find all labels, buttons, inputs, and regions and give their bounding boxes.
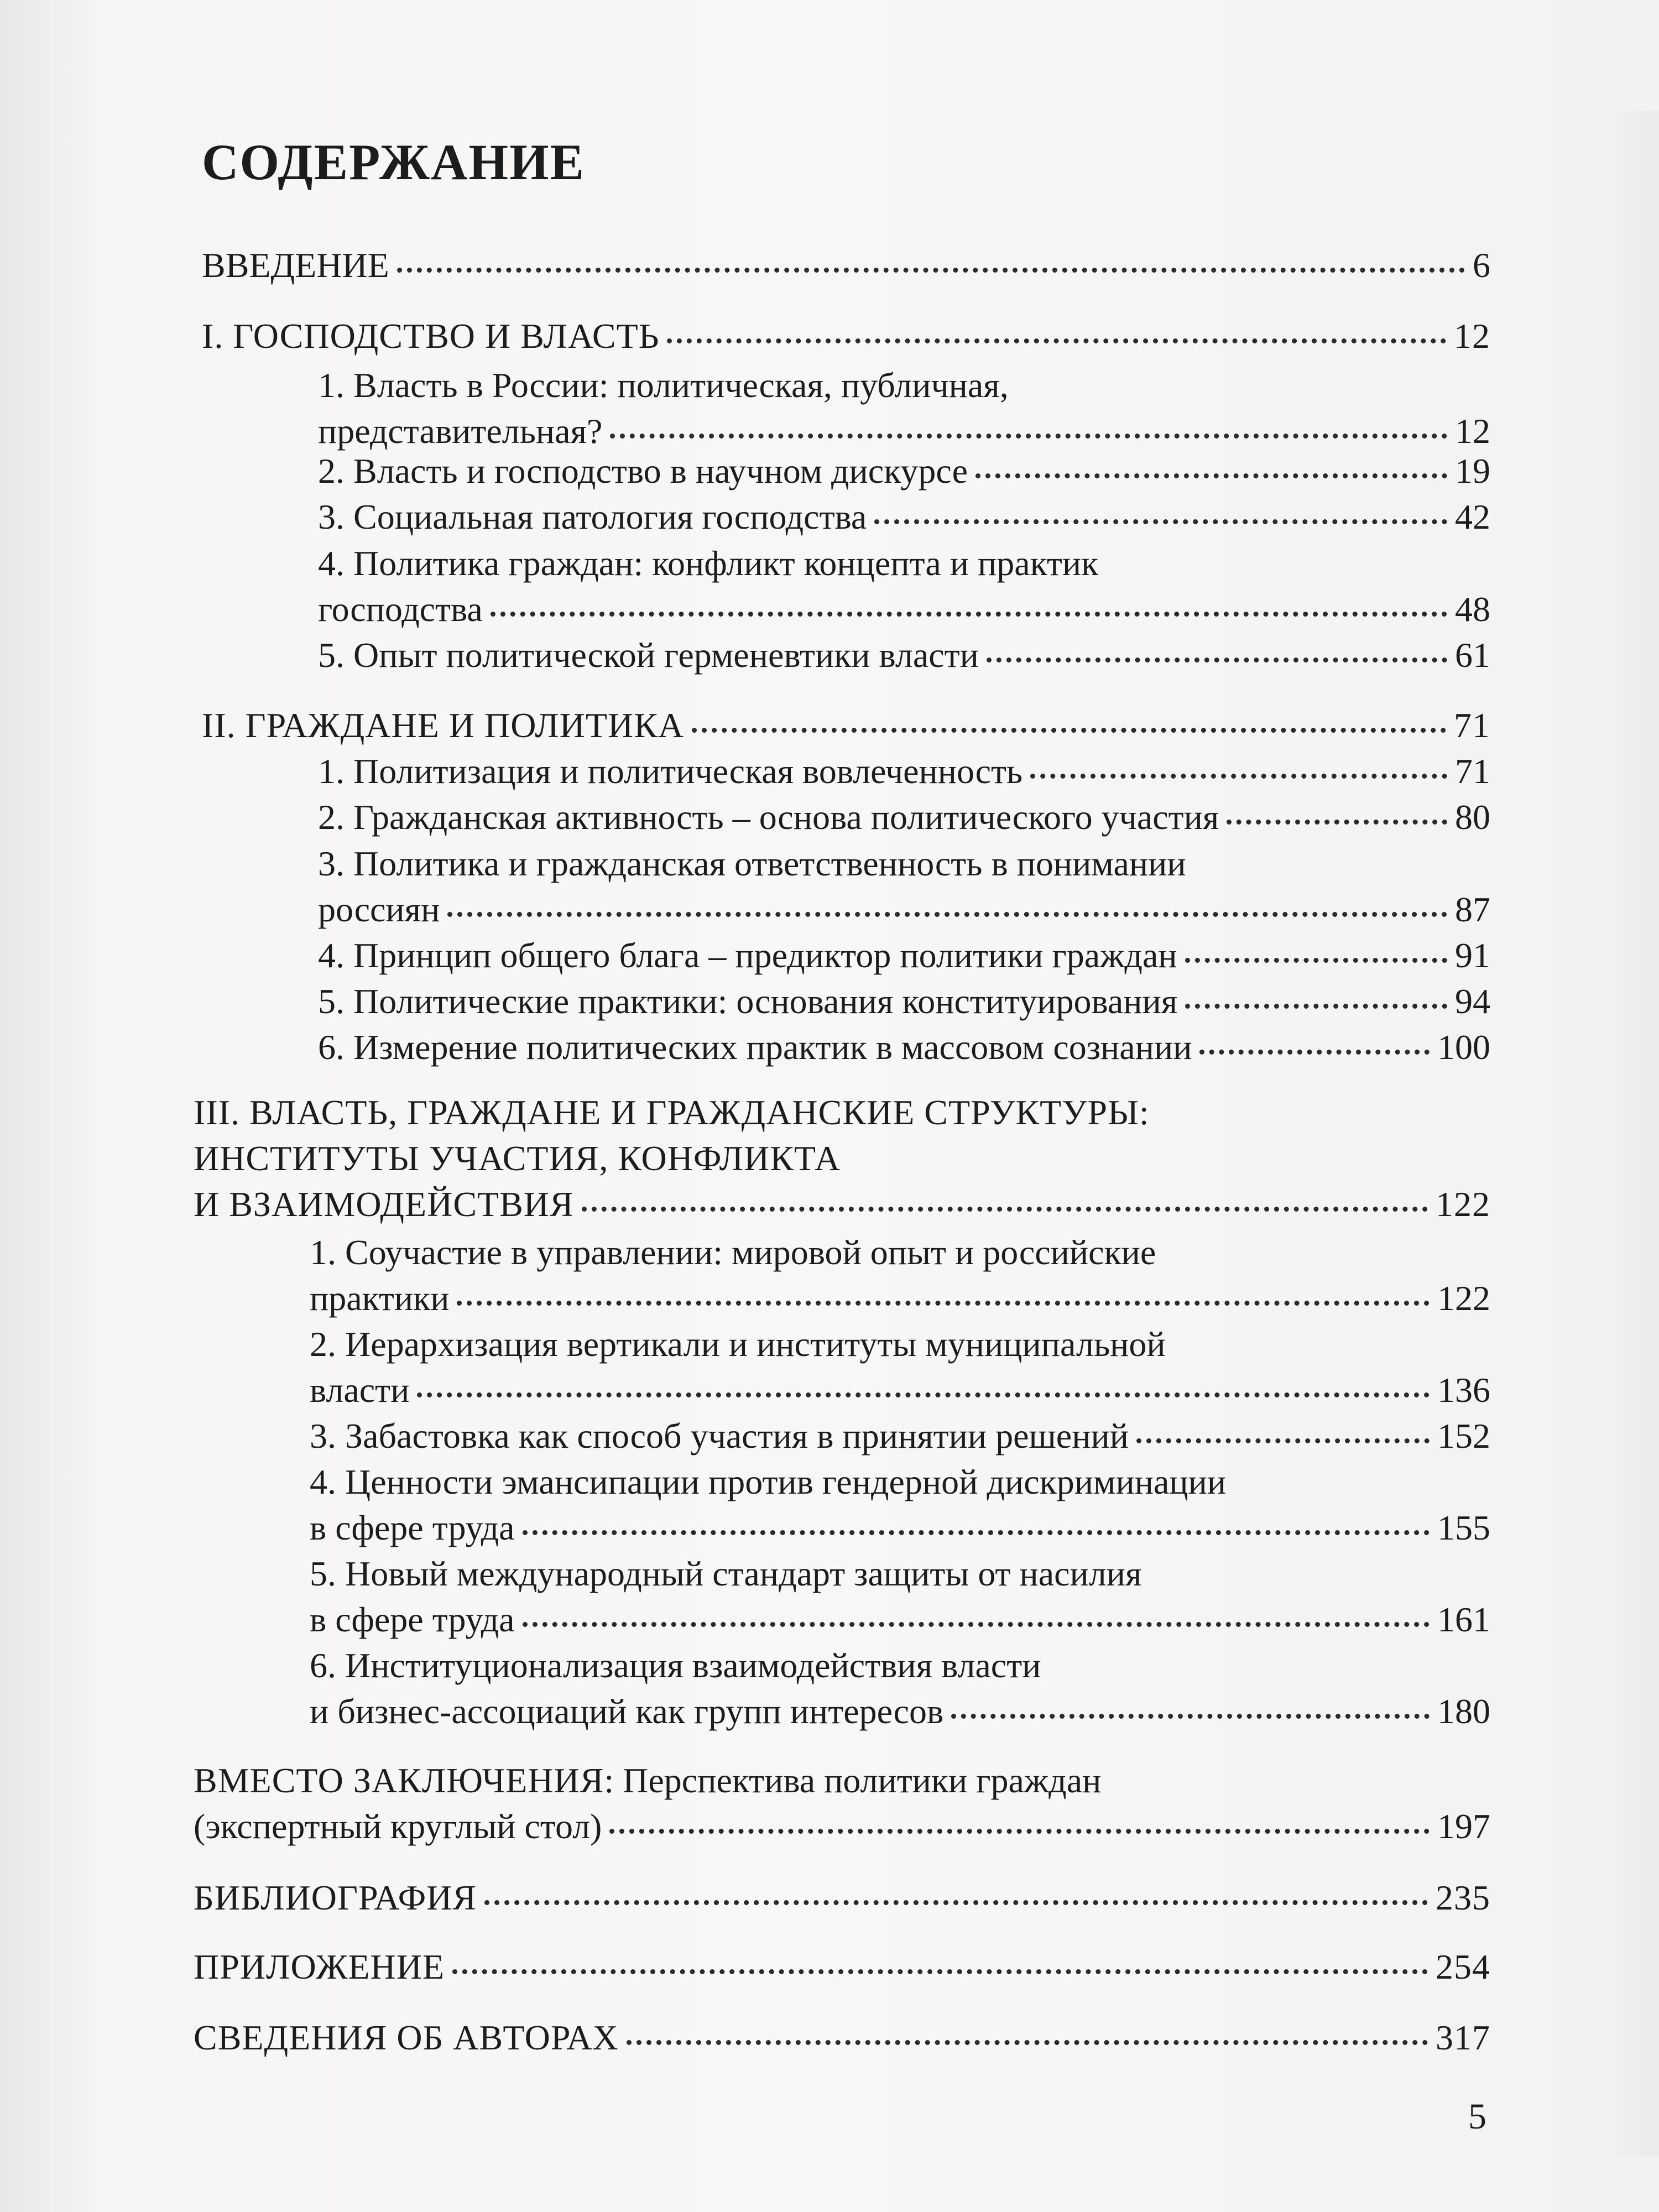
toc-entry-page: 80 bbox=[1455, 797, 1490, 837]
dot-leader bbox=[1136, 1438, 1430, 1443]
toc-entry-title: представительная? bbox=[318, 411, 603, 451]
toc-entry-3-5[interactable] bbox=[310, 1597, 1490, 1643]
dot-leader bbox=[397, 268, 1465, 273]
toc-entry-page: 122 bbox=[1437, 1279, 1490, 1318]
toc-entry-3-1[interactable] bbox=[310, 1275, 1490, 1322]
toc-entry-title: 2. Власть и господство в научном дискурсе bbox=[318, 451, 968, 491]
toc-entry-page: 197 bbox=[1437, 1807, 1490, 1846]
dot-leader bbox=[975, 473, 1447, 478]
toc-entry-page: 254 bbox=[1436, 1947, 1490, 1986]
dot-leader bbox=[523, 1530, 1430, 1535]
toc-entry-3-2[interactable] bbox=[310, 1367, 1490, 1413]
toc-entry-intro[interactable] bbox=[202, 242, 1490, 289]
toc-entry-page: 61 bbox=[1455, 635, 1490, 675]
toc-entry-title: власти bbox=[310, 1370, 410, 1410]
dot-leader bbox=[1199, 1050, 1430, 1055]
toc-entry-title: в сфере труда bbox=[310, 1508, 515, 1547]
toc-entry-1-4[interactable] bbox=[318, 586, 1490, 633]
toc-entry-title: и бизнес-ассоциаций как групп интересов bbox=[310, 1692, 944, 1731]
toc-entry-2-3-line1: 3. Политика и гражданская ответственность в понимании bbox=[318, 844, 1186, 883]
toc-entry-page: 94 bbox=[1455, 982, 1490, 1021]
dot-leader bbox=[447, 912, 1447, 917]
conclusion-label: ВМЕСТО ЗАКЛЮЧЕНИЯ bbox=[194, 1761, 604, 1800]
toc-entry-3-3[interactable] bbox=[310, 1413, 1490, 1459]
toc-entry-page: 161 bbox=[1437, 1600, 1490, 1639]
toc-entry-page: 12 bbox=[1455, 411, 1490, 451]
toc-entry-1-1-line1: 1. Власть в России: политическая, публичная, bbox=[318, 366, 1009, 405]
toc-entry-title: 5. Опыт политической герменевтики власти bbox=[318, 635, 979, 675]
toc-part-title: I. ГОСПОДСТВО И ВЛАСТЬ bbox=[202, 316, 660, 356]
toc-entry-2-5[interactable] bbox=[318, 978, 1490, 1025]
dot-leader bbox=[692, 728, 1446, 733]
page-gutter-shadow bbox=[1593, 111, 1659, 2157]
toc-entry-page: 122 bbox=[1436, 1185, 1490, 1224]
toc-entry-title: 4. Принцип общего блага – предиктор политики граждан bbox=[318, 936, 1177, 975]
toc-entry-3-1-line1: 1. Соучастие в управлении: мировой опыт и российские bbox=[310, 1233, 1156, 1272]
toc-entry-page: 19 bbox=[1455, 451, 1490, 491]
dot-leader bbox=[667, 338, 1446, 343]
toc-entry-1-3[interactable] bbox=[318, 494, 1490, 540]
toc-entry-2-3[interactable] bbox=[318, 886, 1490, 933]
toc-part-title: II. ГРАЖДАНЕ И ПОЛИТИКА bbox=[202, 706, 685, 745]
toc-entry-page: 235 bbox=[1436, 1878, 1490, 1917]
toc-entry-3-6[interactable] bbox=[310, 1688, 1490, 1735]
dot-leader bbox=[457, 1301, 1430, 1306]
toc-entry-1-2[interactable] bbox=[318, 448, 1490, 494]
toc-entry-bibliography[interactable] bbox=[194, 1875, 1490, 1921]
dot-leader bbox=[491, 612, 1447, 617]
dot-leader bbox=[582, 1207, 1428, 1212]
toc-entry-page: 136 bbox=[1437, 1370, 1490, 1410]
dot-leader bbox=[874, 519, 1447, 524]
toc-entry-page: 180 bbox=[1437, 1692, 1490, 1731]
toc-entry-title: 5. Политические практики: основания конституирования bbox=[318, 982, 1178, 1021]
toc-entry-2-6[interactable] bbox=[318, 1024, 1490, 1071]
toc-entry-page: 100 bbox=[1437, 1027, 1490, 1067]
toc-entry-authors[interactable] bbox=[194, 2015, 1490, 2061]
toc-entry-page: 6 bbox=[1473, 246, 1490, 285]
toc-entry-title: БИБЛИОГРАФИЯ bbox=[194, 1878, 477, 1917]
toc-entry-title: 2. Гражданская активность – основа политического участия bbox=[318, 797, 1219, 837]
toc-entry-1-4-line1: 4. Политика граждан: конфликт концепта и практик bbox=[318, 544, 1099, 583]
toc-entry-2-4[interactable] bbox=[318, 932, 1490, 979]
dot-leader bbox=[951, 1714, 1430, 1719]
dot-leader bbox=[452, 1969, 1428, 1974]
dot-leader bbox=[417, 1392, 1430, 1397]
toc-entry-title: (экспертный круглый стол) bbox=[194, 1807, 602, 1846]
toc-entry-title: ВВЕДЕНИЕ bbox=[202, 246, 389, 285]
toc-entry-title: 6. Измерение политических практик в массовом сознании bbox=[318, 1027, 1192, 1067]
toc-entry-page: 317 bbox=[1436, 2018, 1490, 2057]
toc-entry-conclusion-line1 bbox=[194, 1757, 1101, 1804]
toc-entry-page: 91 bbox=[1455, 936, 1490, 975]
toc-entry-page: 152 bbox=[1437, 1416, 1490, 1455]
toc-entry-3-4[interactable] bbox=[310, 1505, 1490, 1551]
dot-leader bbox=[1185, 958, 1447, 963]
dot-leader bbox=[627, 2040, 1428, 2045]
toc-heading: СОДЕРЖАНИЕ bbox=[202, 134, 585, 190]
toc-entry-appendix[interactable] bbox=[194, 1944, 1490, 1990]
toc-part-3-line2: ИНСТИТУТЫ УЧАСТИЯ, КОНФЛИКТА bbox=[194, 1139, 841, 1178]
toc-entry-conclusion[interactable] bbox=[194, 1803, 1490, 1850]
toc-entry-title: в сфере труда bbox=[310, 1600, 515, 1639]
dot-leader bbox=[484, 1900, 1428, 1905]
toc-entry-3-2-line1: 2. Иерархизация вертикали и институты муниципальной bbox=[310, 1324, 1166, 1364]
toc-entry-1-5[interactable] bbox=[318, 632, 1490, 679]
toc-entry-title: 3. Забастовка как способ участия в принятии решений bbox=[310, 1416, 1129, 1455]
toc-part-title: И ВЗАИМОДЕЙСТВИЯ bbox=[194, 1185, 574, 1224]
toc-entry-3-4-line1: 4. Ценности эмансипации против гендерной дискриминации bbox=[310, 1462, 1227, 1501]
toc-part-3-line1: III. ВЛАСТЬ, ГРАЖДАНЕ И ГРАЖДАНСКИЕ СТРУКТУРЫ: bbox=[194, 1093, 1150, 1132]
toc-entry-title: господства bbox=[318, 589, 483, 629]
toc-entry-page: 42 bbox=[1455, 497, 1490, 536]
dot-leader bbox=[1227, 820, 1447, 825]
toc-entry-2-2[interactable] bbox=[318, 794, 1490, 841]
toc-entry-title: россиян bbox=[318, 890, 440, 929]
toc-entry-title: ПРИЛОЖЕНИЕ bbox=[194, 1947, 445, 1986]
toc-part-2[interactable] bbox=[202, 702, 1490, 749]
dot-leader bbox=[523, 1622, 1430, 1627]
dot-leader bbox=[987, 658, 1447, 662]
toc-part-3[interactable] bbox=[194, 1181, 1490, 1228]
toc-entry-title: 1. Политизация и политическая вовлеченность bbox=[318, 752, 1023, 791]
toc-entry-title: СВЕДЕНИЯ ОБ АВТОРАХ bbox=[194, 2018, 619, 2057]
toc-entry-page: 48 bbox=[1455, 589, 1490, 629]
toc-entry-title: практики bbox=[310, 1279, 450, 1318]
dot-leader bbox=[609, 1829, 1430, 1834]
toc-entry-page: 155 bbox=[1437, 1508, 1490, 1547]
toc-entry-page: 12 bbox=[1454, 316, 1490, 356]
dot-leader bbox=[1030, 774, 1447, 779]
toc-entry-2-1[interactable] bbox=[318, 748, 1490, 795]
conclusion-subtitle: : Перспектива политики граждан bbox=[604, 1761, 1102, 1800]
toc-part-1[interactable] bbox=[202, 313, 1490, 359]
toc-entry-page: 87 bbox=[1455, 890, 1490, 929]
dot-leader bbox=[1185, 1004, 1447, 1009]
toc-entry-title: 3. Социальная патология господства bbox=[318, 497, 867, 536]
toc-entry-page: 71 bbox=[1455, 752, 1490, 791]
toc-entry-page: 71 bbox=[1454, 706, 1490, 745]
dot-leader bbox=[610, 434, 1447, 439]
toc-entry-3-6-line1: 6. Институционализация взаимодействия власти bbox=[310, 1646, 1041, 1685]
toc-entry-3-5-line1: 5. Новый международный стандарт защиты от насилия bbox=[310, 1554, 1142, 1593]
page-number: 5 bbox=[1468, 2096, 1486, 2137]
